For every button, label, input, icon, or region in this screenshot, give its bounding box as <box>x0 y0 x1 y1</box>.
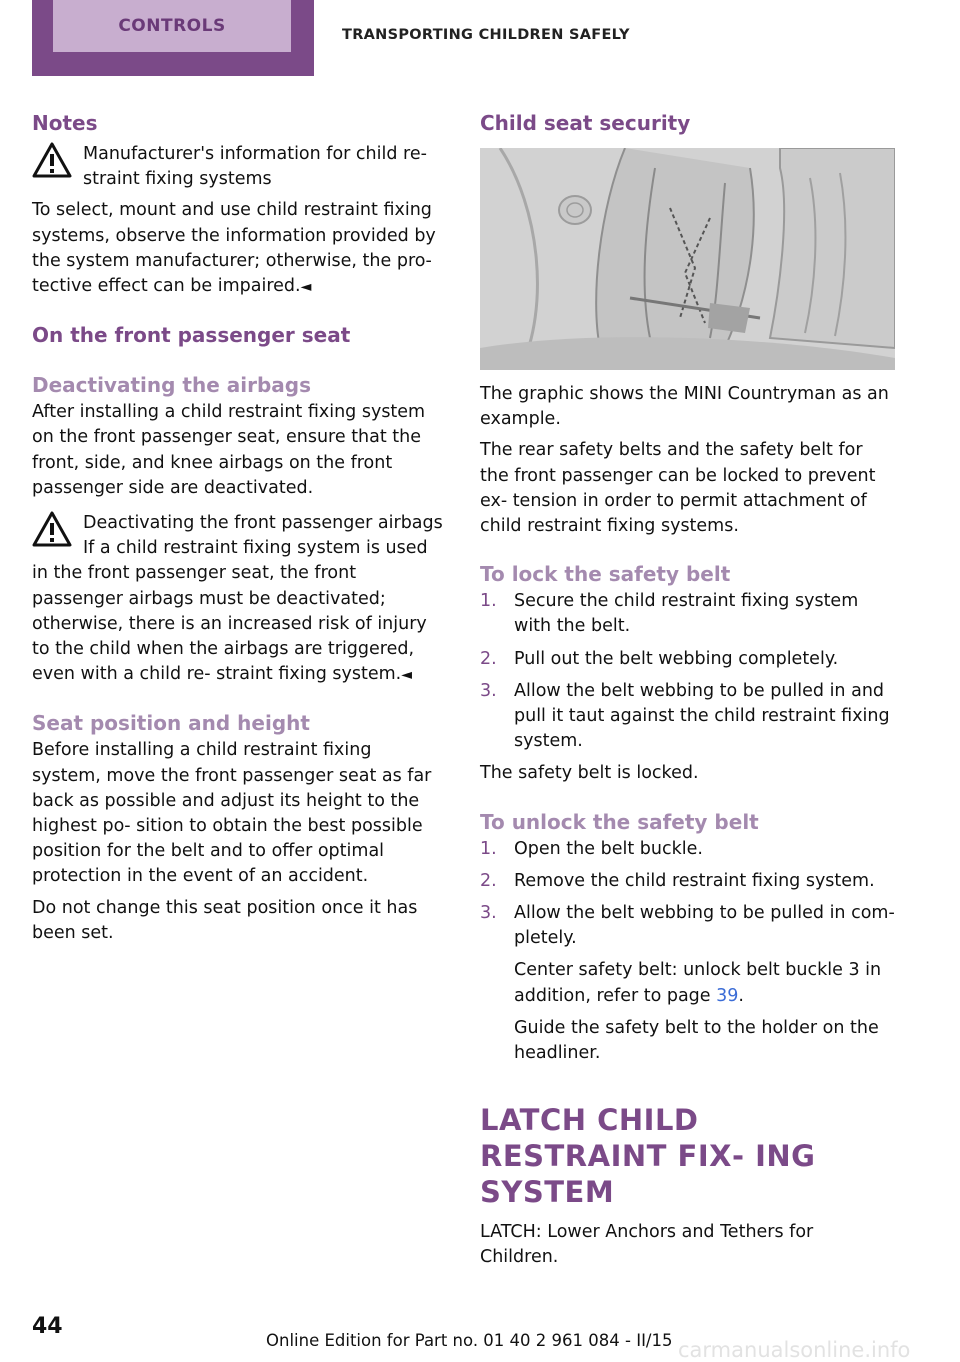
list-item: 1. Open the belt buckle. <box>480 838 703 859</box>
figure-caption: The graphic shows the MINI Countryman as an example. <box>480 384 889 430</box>
page-number: 44 <box>32 1314 63 1339</box>
guide-belt-note: Guide the safety belt to the holder on the headliner. <box>514 1017 879 1064</box>
right-column <box>480 108 895 1277</box>
warning-title: Deactivating the front passenger airbags <box>83 513 443 534</box>
warning-body: If a child restraint fixing system is used in the front passenger seat, the front passenger airbags must be deactivated; otherwise, there is an increased risk of injury to the child when the airbags are triggered, even with a child re‐ straint fixing system.◄ <box>32 538 428 685</box>
warning-triangle-icon <box>32 142 72 178</box>
seat-position-text: Before installing a child restraint fixing system, move the front passenger seat as far back as possible and adjust its height to the highest po‐ sition to obtain the best possible position for the belt and to offer optimal protection in the event of an accident. <box>32 740 432 887</box>
center-belt-note: Center safety belt: unlock belt buckle 3 in addition, refer to page 39. <box>514 960 882 1006</box>
lock-belt-heading: To lock the safety belt <box>480 562 731 587</box>
list-item: 3. Allow the belt webbing to be pulled in and pull it taut against the child restraint fixing system. <box>480 680 890 752</box>
list-item: 2. Remove the child restraint fixing system. <box>480 870 875 891</box>
child-seat-security-heading: Child seat security <box>480 111 691 135</box>
deactivating-airbags-heading: Deactivating the airbags <box>32 373 311 398</box>
end-mark: ◄ <box>300 279 312 296</box>
warning-body: To select, mount and use child restraint fixing systems, observe the information provided by the system manufacturer; otherwise, the pro‐ tective effect can be impaired.◄ <box>32 200 436 297</box>
latch-text: LATCH: Lower Anchors and Tethers for Children. <box>480 1222 814 1268</box>
belts-lock-text: The rear safety belts and the safety belt for the front passenger can be locked to prevent ex‐ tension in order to permit attachment of child restraint fixing systems. <box>480 440 876 537</box>
list-item: 3. Allow the belt webbing to be pulled in com‐ pletely. Center safety belt: unlock belt buckle 3 in addition, refer to page 39. Guide the safety belt to the holder on the headliner. <box>480 901 895 1066</box>
latch-heading: LATCH CHILD RESTRAINT FIX‐ ING SYSTEM <box>480 1103 816 1210</box>
lock-steps-list <box>480 589 895 754</box>
section-tab[interactable]: CONTROLS <box>53 0 291 52</box>
end-mark: ◄ <box>401 667 412 684</box>
unlock-steps-list <box>480 837 895 1067</box>
seat-position-heading: Seat position and height <box>32 711 310 736</box>
seat-position-note: Do not change this seat position once it has been set. <box>32 897 418 943</box>
warning-note-manufacturer <box>32 142 444 192</box>
child-seat-illustration <box>480 148 895 370</box>
child-seat-drawing <box>480 148 895 370</box>
chapter-title: TRANSPORTING CHILDREN SAFELY <box>342 27 630 43</box>
warning-note-airbags <box>32 511 444 536</box>
warning-triangle-icon <box>32 511 72 547</box>
warning-title: Manufacturer's information for child re‐ straint fixing systems <box>83 144 427 190</box>
front-seat-heading: On the front passenger seat <box>32 323 351 348</box>
list-item: 1. Secure the child restraint fixing system with the belt. <box>480 591 859 637</box>
left-column <box>32 108 444 952</box>
page-link[interactable]: 39 <box>716 985 739 1006</box>
unlock-belt-heading: To unlock the safety belt <box>480 809 759 834</box>
watermark: carmanualsonline.info <box>678 1338 911 1362</box>
list-item: 2. Pull out the belt webbing completely. <box>480 648 839 669</box>
deactivating-airbags-text: After installing a child restraint fixing system on the front passenger seat, ensure that the front, side, and knee airbags on the front passenger side are deactivated. <box>32 402 426 498</box>
edition-footer: Online Edition for Part no. 01 40 2 961 084 - II/15 <box>266 1331 673 1350</box>
belt-locked-text: The safety belt is locked. <box>480 763 699 784</box>
notes-heading: Notes <box>32 111 98 135</box>
